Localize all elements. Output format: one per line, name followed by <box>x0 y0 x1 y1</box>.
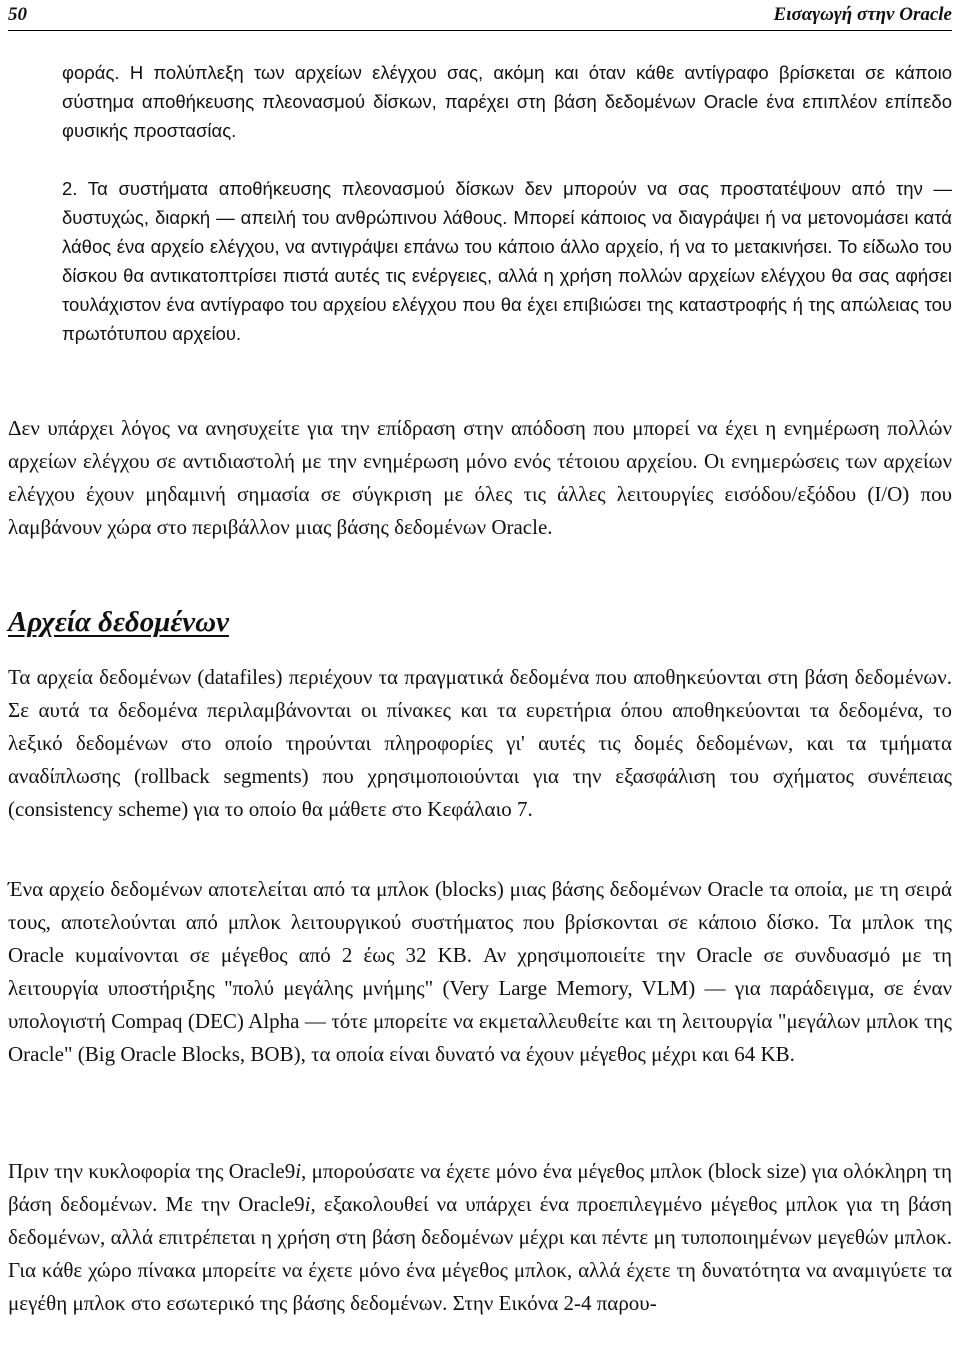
section-paragraph-3 <box>8 1155 952 1320</box>
section-paragraph-2: Ένα αρχείο δεδομένων αποτελείται από τα μπλοκ (blocks) μιας βάσης δεδομένων Oracle τα οποία, με τη σειρά τους, αποτελούνται από μπλοκ λειτουργικού συστήματος που βρίσκονται σε κάποιο δίσκο. Τα μπλοκ της Oracle κυμαίνονται σε μέγεθος από 2 έως 32 KB. Αν χρησιμοποιείτε την Oracle σε συνδυασμό με τη λειτουργία υποστήριξης "πολύ μεγάλης μνήμης" (Very Large Memory, VLM) — για παράδειγμα, σε έναν υπολογιστή Compaq (DEC) Alpha — τότε μπορείτε να εκμεταλλευθείτε και τη λειτουργία "μεγάλων μπλοκ της Oracle" (Big Oracle Blocks, BOB), τα οποία είναι δυνατό να έχουν μέγεθος μέχρι και 64 KB. <box>8 877 952 1066</box>
list-item-text: Τα συστήματα αποθήκευσης πλεονασμού δίσκων δεν μπορούν να σας προστατέψουν από την — δυστυχώς, διαρκή — απειλή του ανθρώπινου λάθους. Μπορεί κάποιος να διαγράψει ή να μετονομάσει κατά λάθος ένα αρχείο ελέγχου, να αντιγράψει επάνω του κάποιο άλλο αρχείο, ή να το μετακινήσει. Το είδωλο του δίσκου θα αντικατοπτρίσει πιστά αυτές τις ενέργειες, αλλά η χρήση πολλών αρχείων ελέγχου θα σας αφήσει τουλάχιστον ένα αντίγραφο του αρχείου ελέγχου που θα έχει επιβιώσει της καταστροφής ή της απώλειας του πρωτότυπου αρχείου. <box>62 178 952 344</box>
numbered-list-item <box>62 174 952 348</box>
running-title: Εισαγωγή στην Oracle <box>773 4 952 25</box>
section-heading: Αρχεία δεδομένων <box>8 606 229 638</box>
page-number: 50 <box>8 4 27 25</box>
para3-italic-b: i <box>304 1192 311 1216</box>
paragraph-performance: Δεν υπάρχει λόγος να ανησυχείτε για την επίδραση στην απόδοση που μπορεί να έχει η ενημέρωση πολλών αρχείων ελέγχου σε αντιδιαστολή με την ενημέρωση μόνο ενός τέτοιου αρχείου. Οι ενημερώσεις των αρχείων ελέγχου έχουν μηδαμινή σημασία σε σύγκριση με όλες τις άλλες λειτουργίες εισόδου/εξόδου (I/O) που λαμβάνουν χώρα στο περιβάλλον μιας βάσης δεδομένων Oracle. <box>8 416 952 539</box>
continuation-paragraph: φοράς. Η πολύπλεξη των αρχείων ελέγχου σας, ακόμη και όταν κάθε αντίγραφο βρίσκεται σε κάποιο σύστημα αποθήκευσης πλεονασμού δίσκων, παρέχει στη βάση δεδομένων Oracle ένα επιπλέον επίπεδο φυσικής προστασίας. <box>62 62 952 141</box>
section-paragraph-1: Τα αρχεία δεδομένων (datafiles) περιέχουν τα πραγματικά δεδομένα που αποθηκεύονται στη βάση δεδομένων. Σε αυτά τα δεδομένα περιλαμβάνονται οι πίνακες και τα ευρετήρια όπου αποθηκεύονται τα δεδομένα, το λεξικό δεδομένων στο οποίο τηρούνται πληροφορίες γι' αυτές τις δομές δεδομένων, και τα τμήματα αναδίπλωσης (rollback segments) που χρησιμοποιούνται για την εξασφάλιση του σχήματος συνέπειας (consistency scheme) για το οποίο θα μάθετε στο Κεφάλαιο 7. <box>8 665 952 821</box>
running-header <box>8 0 952 31</box>
para3-text-b: , μπορούσατε να έχετε μόνο ένα μέγεθος μπλοκ (block size) για ολόκληρη τη βάση δεδομένων. Με την Oracle9 <box>8 1159 952 1216</box>
para3-text-c: , εξακολουθεί να υπάρχει ένα προεπιλεγμένο μέγεθος μπλοκ για τη βάση δεδομένων, αλλά επιτρέπεται η χρήση στη βάση δεδομένων μέχρι και πέντε μη τυποποιημένων μεγεθών μπλοκ. Για κάθε χώρο πίνακα μπορείτε να έχετε μόνο ένα μέγεθος μπλοκ, αλλά έχετε τη δυνατότητα να αναμιγύετε τα μεγέθη μπλοκ στο εσωτερικό της βάσης δεδομένων. Στην Εικόνα 2-4 παρου- <box>8 1192 952 1315</box>
para3-text-a: Πριν την κυκλοφορία της Oracle9 <box>8 1159 296 1183</box>
list-number: 2. <box>62 178 78 199</box>
para3-italic-a: i <box>295 1159 302 1183</box>
